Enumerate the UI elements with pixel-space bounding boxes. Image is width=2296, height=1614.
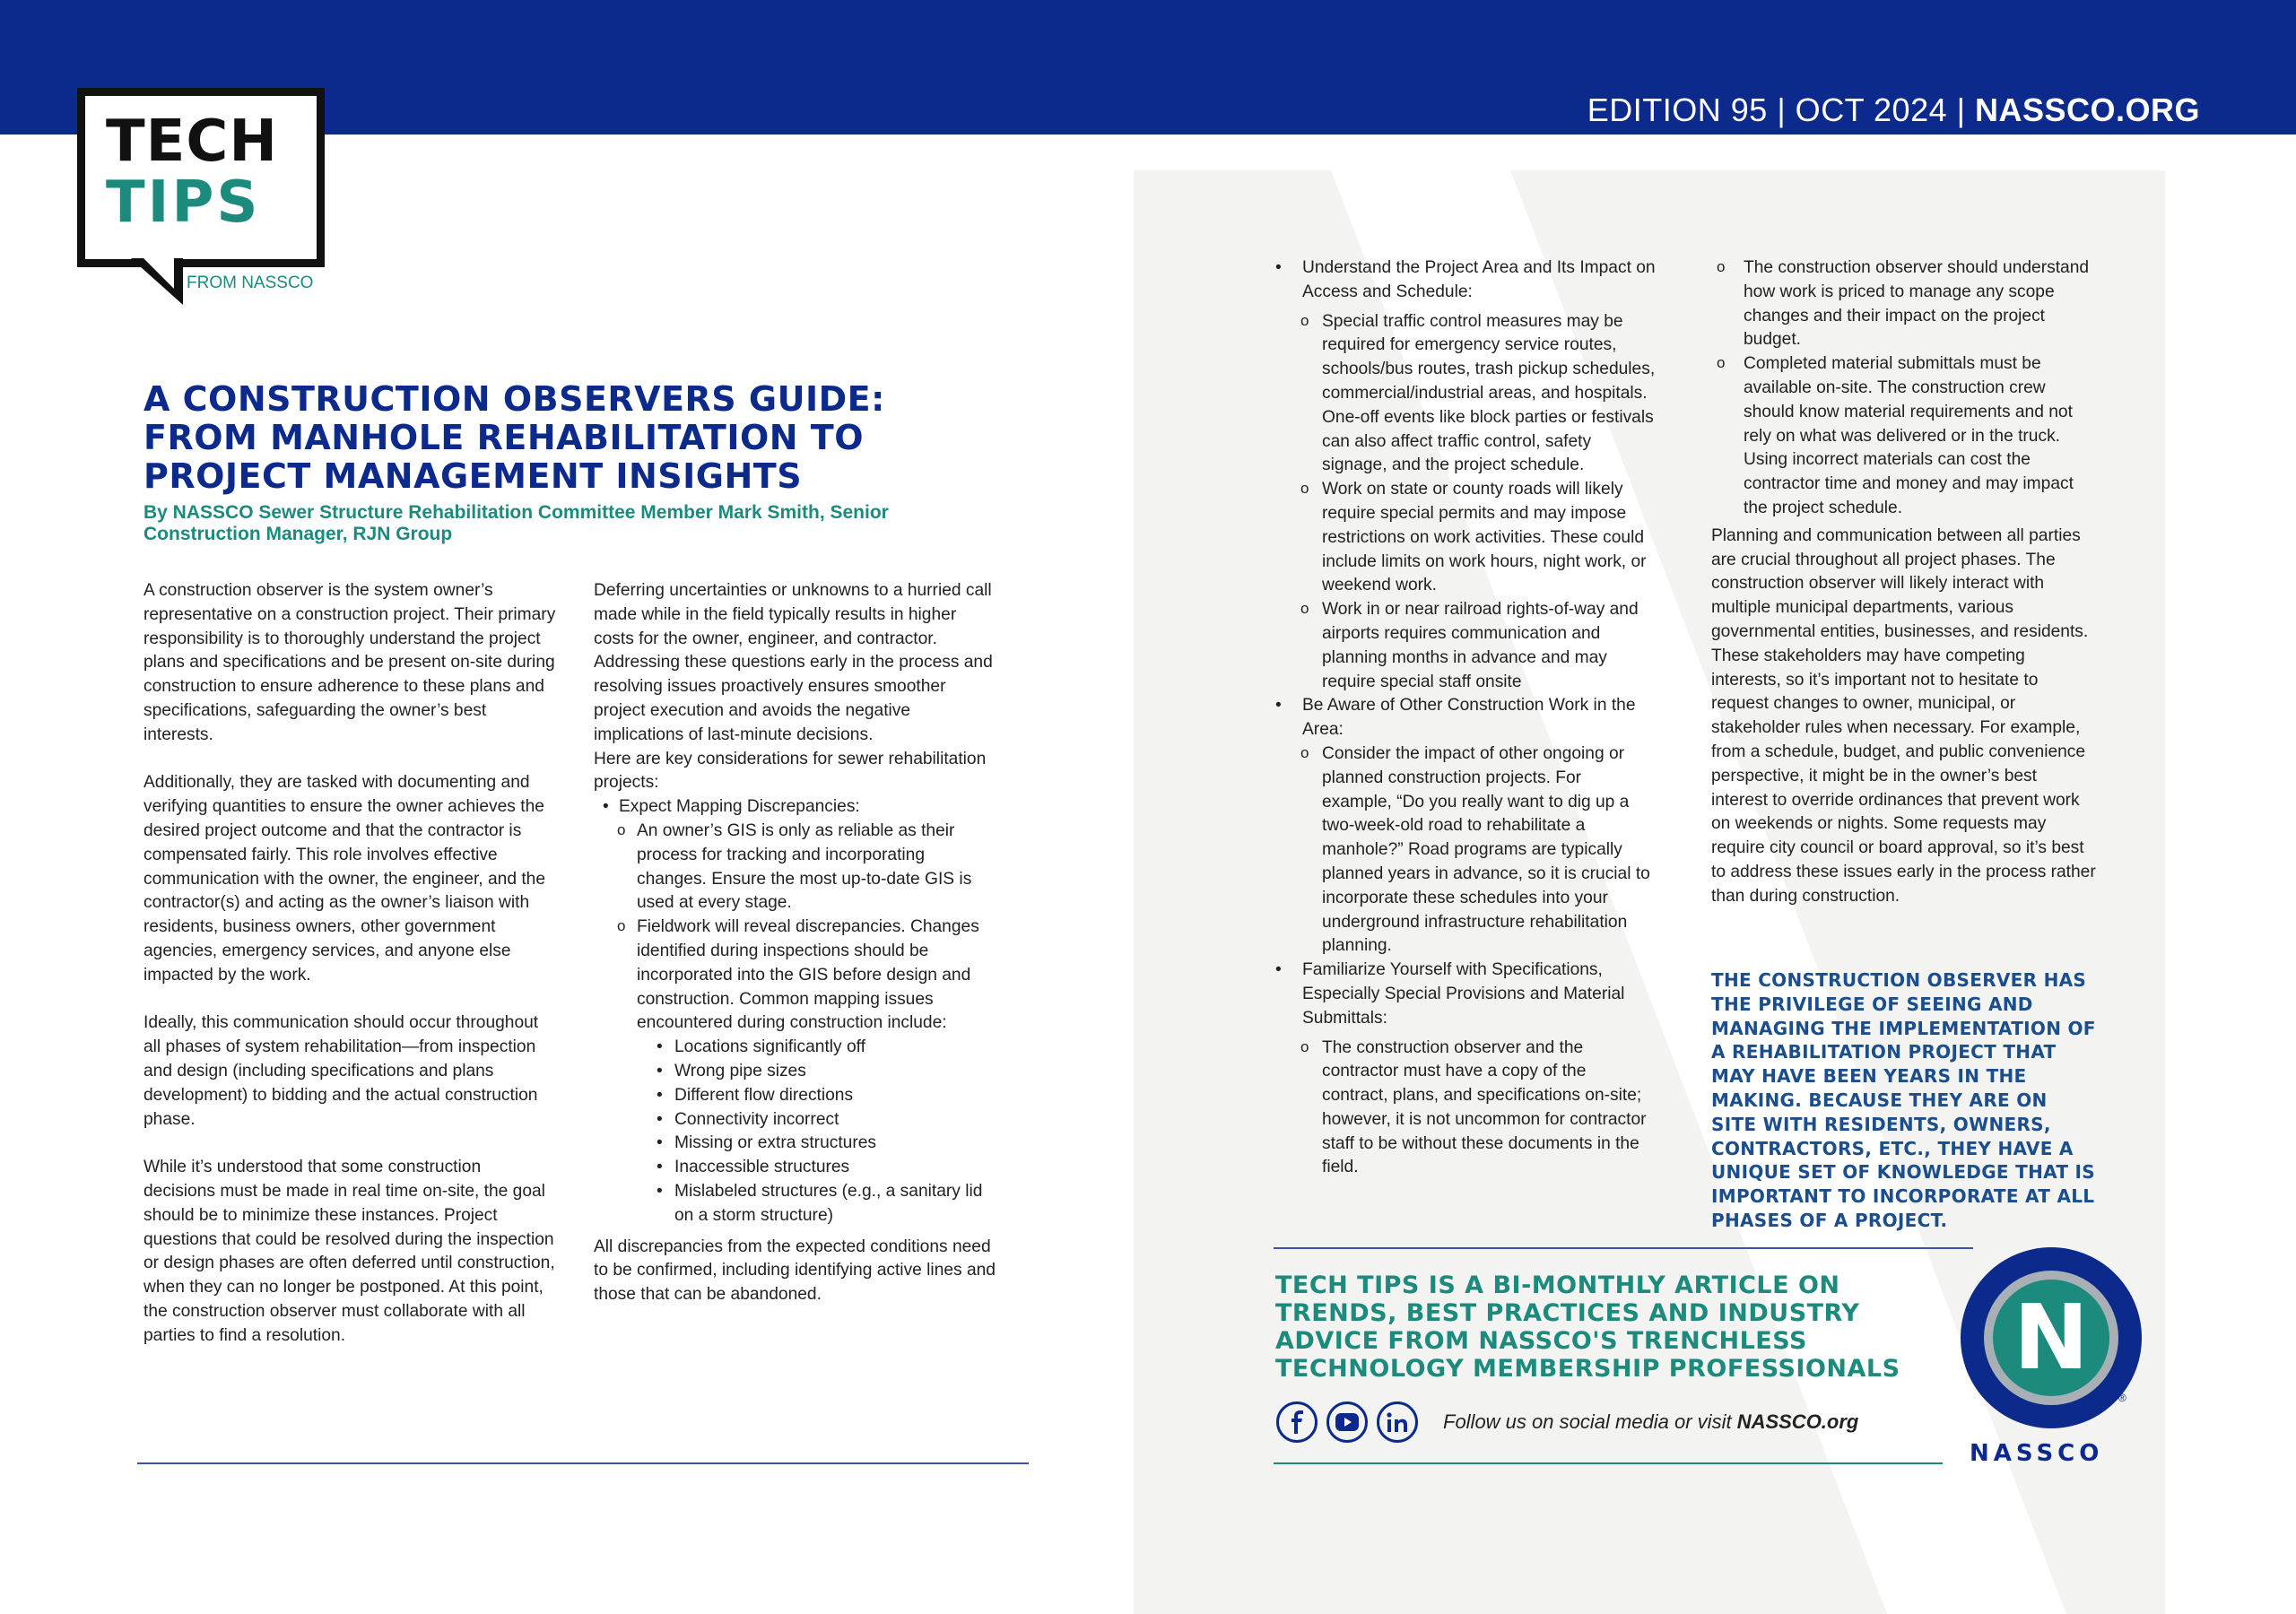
- tagline-line: TECHNOLOGY MEMBERSHIP PROFESSIONALS: [1275, 1355, 1900, 1383]
- list-item: • Missing or extra structures: [594, 1132, 997, 1156]
- list-item: o Special traffic control measures may be required for emergency service routes, schools/bus routes, trash pickup schedules, commercial/industrial areas, and hospitals. One-off events like block parties or festivals can also affect traffic control, safety signage, and the project schedule.: [1279, 310, 1656, 479]
- nassco-logo-ring: [1984, 1271, 2118, 1405]
- edition-site-link[interactable]: NASSCO.ORG: [1974, 91, 2200, 128]
- paragraph: Planning and communication between all parties are crucial throughout all project phases. The construction observer will likely interact with multiple municipal departments, various governmental entities, businesses, and residents. These stakeholders may have competing interests, so it’s important not to hesitate to request changes to owner, municipal, or stakeholder rules when necessary. For example, from a schedule, budget, and public convenience perspective, it might be in the owner’s best interest to override ordinances that prevent work on weekends or nights. Some requests may require city council or board approval, so it’s best to address these issues early in the process rather than during construction.: [1711, 525, 2096, 906]
- list-item: • Inaccessible structures: [594, 1156, 997, 1180]
- edition-text: EDITION 95 | OCT 2024 |: [1587, 91, 1975, 128]
- list-item: o Work in or near railroad rights-of-way and airports requires communication and planning months in advance and may require special staff onsite: [1279, 598, 1656, 694]
- title-line: FROM MANHOLE REHABILITATION TO: [144, 418, 865, 457]
- edition-line: [1587, 91, 2200, 129]
- footer-tagline: [1275, 1271, 1957, 1383]
- tagline-line: TRENDS, BEST PRACTICES AND INDUSTRY: [1275, 1299, 1860, 1327]
- list-item: • Familiarize Yourself with Specifications, Especially Special Provisions and Material Submittals:: [1279, 959, 1656, 1030]
- paragraph: A construction observer is the system owner’s representative on a construction project. Their primary responsibility is to thoroughly understand the project plans and specifications and be present on-site during construction to ensure adherence to these plans and specifications, safeguarding the owner’s best interests.: [144, 581, 556, 744]
- nassco-wordmark: NASSCO: [1970, 1440, 2104, 1467]
- divider-line: [1274, 1462, 1943, 1464]
- logo-tips-text: TIPS: [106, 169, 261, 236]
- divider-line: [1274, 1247, 1973, 1249]
- list-item: • Understand the Project Area and Its Impact on Access and Schedule:: [1279, 256, 1656, 305]
- follow-text: [1443, 1410, 1858, 1434]
- article-title: [144, 380, 1004, 496]
- list-item: o The construction observer and the contractor must have a copy of the contract, plans, and specifications on-site; however, it is not uncommon for contractor staff to be without these documents in the field.: [1279, 1037, 1656, 1181]
- column-4: [1711, 256, 2097, 909]
- list-item: • Be Aware of Other Construction Work in the Area:: [1279, 694, 1656, 742]
- youtube-icon[interactable]: [1326, 1401, 1368, 1443]
- list-item: • Connectivity incorrect: [594, 1108, 997, 1132]
- list-item: • Wrong pipe sizes: [594, 1060, 997, 1084]
- list-item: o An owner’s GIS is only as reliable as their process for tracking and incorporating changes. Ensure the most up-to-date GIS is used at every stage.: [594, 820, 997, 915]
- logo-from-text: FROM NASSCO: [187, 273, 314, 292]
- title-line: A CONSTRUCTION OBSERVERS GUIDE:: [144, 379, 885, 419]
- paragraph: Here are key considerations for sewer rehabilitation projects:: [594, 749, 987, 793]
- tech-tips-logo: [77, 88, 326, 305]
- column-1: [144, 579, 556, 1349]
- list-item: o The construction observer should understand how work is priced to manage any scope changes and their impact on the project budget.: [1711, 256, 2097, 352]
- social-row: [1276, 1401, 2083, 1445]
- tagline-line: TECH TIPS IS A BI-MONTHLY ARTICLE ON: [1275, 1271, 1840, 1299]
- list-item: o Completed material submittals must be available on-site. The construction crew should know material requirements and not rely on what was delivered or in the truck. Using incorrect materials can cost the contractor time and money and may impact the project schedule.: [1711, 352, 2097, 521]
- paragraph: Deferring uncertainties or unknowns to a hurried call made while in the field typically results in higher costs for the owner, engineer, and contractor. Addressing these questions early in the process and resolving issues proactively ensures smoother project execution and avoids the negative implications of last-minute decisions.: [594, 581, 993, 744]
- nassco-logo-letter: N: [2013, 1285, 2089, 1390]
- logo-tech-text: TECH: [106, 108, 278, 175]
- paragraph: Ideally, this communication should occur throughout all phases of system rehabilitation—from inspection and design (including specifications and plans development) to bidding and the actual construction phase.: [144, 1013, 539, 1129]
- list-item: • Different flow directions: [594, 1084, 997, 1108]
- list-item: o Consider the impact of other ongoing or planned construction projects. For example, “Do you really want to dig up a two-week-old road to rehabilitate a manhole?” Road programs are typically planned years in advance, so it is crucial to incorporate these schedules into your underground infrastructure rehabilitation planning.: [1279, 742, 1656, 959]
- nassco-link[interactable]: NASSCO.org: [1736, 1410, 1859, 1433]
- list-item: • Expect Mapping Discrepancies:: [594, 795, 997, 820]
- column-2: [594, 579, 997, 1307]
- list-item: • Mislabeled structures (e.g., a sanitary lid on a storm structure): [594, 1180, 997, 1228]
- linkedin-icon[interactable]: [1377, 1401, 1418, 1443]
- column-3: [1279, 256, 1656, 1180]
- title-line: PROJECT MANAGEMENT INSIGHTS: [144, 456, 803, 496]
- list-item: • Locations significantly off: [594, 1036, 997, 1060]
- follow-label: Follow us on social media or visit: [1443, 1410, 1737, 1433]
- list-item: o Fieldwork will reveal discrepancies. Changes identified during inspections should be incorporated into the GIS before design and construction. Common mapping issues encountered during construction include:: [594, 915, 997, 1036]
- paragraph: All discrepancies from the expected conditions need to be confirmed, including identifying active lines and those that can be abandoned.: [594, 1237, 996, 1305]
- paragraph: While it’s understood that some construction decisions must be made in real time on-site, the goal should be to minimize these instances. Project questions that could be resolved during the inspection or design phases are often deferred until construction, when they can no longer be postponed. At this point, the construction observer must collaborate with all parties to find a resolution.: [144, 1158, 555, 1345]
- divider-line: [137, 1462, 1029, 1464]
- facebook-icon[interactable]: [1276, 1401, 1318, 1443]
- nassco-logo: [1961, 1247, 2142, 1428]
- paragraph: Additionally, they are tasked with documenting and verifying quantities to ensure the owner achieves the desired project outcome and that the contractor is compensated fairly. This role involves effective communication with the owner, the engineer, and the contractor(s) and acting as the owner’s liaison with residents, business owners, other government agencies, emergency services, and anyone else impacted by the work.: [144, 773, 545, 985]
- tagline-line: ADVICE FROM NASSCO'S TRENCHLESS: [1275, 1327, 1807, 1355]
- registered-mark: ®: [2118, 1392, 2126, 1404]
- list-item: o Work on state or county roads will likely require special permits and may impose restrictions on work activities. These could include limits on work hours, night work, or weekend work.: [1279, 478, 1656, 598]
- pull-quote: THE CONSTRUCTION OBSERVER HAS THE PRIVILEGE OF SEEING AND MANAGING THE IMPLEMENTATION OF A REHABILITATION PROJECT THAT MAY HAVE BEEN YEARS IN THE MAKING. BECAUSE THEY ARE ON SITE WITH RESIDENTS, OWNERS, CONTRACTORS, ETC., THEY HAVE A UNIQUE SET OF KNOWLEDGE THAT IS IMPORTANT TO INCORPORATE AT ALL PHASES OF A PROJECT.: [1711, 969, 2096, 1231]
- article-byline: By NASSCO Sewer Structure Rehabilitation Committee Member Mark Smith, Senior Construction Manager, RJN Group: [144, 502, 889, 544]
